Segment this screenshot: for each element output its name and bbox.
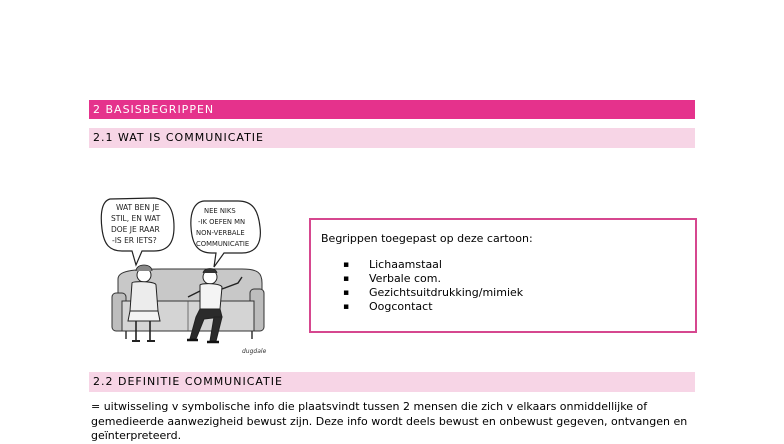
bullet-icon: ▪ (343, 302, 350, 312)
bubble-right-line-2: -IK OEFEN MN (198, 218, 246, 226)
speech-bubble-right (191, 201, 261, 267)
concepts-box (309, 218, 697, 333)
concept-label: Gezichtsuitdrukking/mimiek (369, 286, 524, 299)
bubble-right-line-3: NON-VERBALE (196, 229, 245, 237)
subsection-heading-wat-is-communicatie: 2.1 WAT IS COMMUNICATIE (89, 128, 695, 148)
list-item (343, 286, 523, 300)
list-item (343, 300, 523, 314)
concept-label: Verbale com. (369, 272, 441, 285)
bubble-left-line-3: DOE JE RAAR (111, 225, 160, 234)
cartoon-signature: dugdale (242, 348, 267, 355)
concept-label: Oogcontact (369, 300, 433, 313)
section-heading-basisbegrippen: 2 BASISBEGRIPPEN (89, 100, 695, 119)
bubble-left-line-2: STIL, EN WAT (111, 214, 161, 223)
list-item (343, 272, 523, 286)
list-item (343, 258, 523, 272)
speech-bubble-left (101, 198, 174, 265)
definition-paragraph: = uitwisseling v symbolische info die plaatsvindt tussen 2 mensen die zich v elkaars onmiddellijke of gemedieerde aanwezigheid bewust zijn. Deze info wordt deels bewust en onbewust gegeven, ontvangen en geïnterpreteerd. (91, 400, 688, 442)
communication-cartoon (92, 193, 292, 363)
bubble-left-line-1: WAT BEN JE (116, 203, 160, 212)
concepts-box-title: Begrippen toegepast op deze cartoon: (321, 232, 533, 245)
subsection-heading-definitie-communicatie: 2.2 DEFINITIE COMMUNICATIE (89, 372, 695, 392)
bullet-icon: ▪ (343, 288, 350, 298)
concepts-list (343, 258, 523, 314)
bullet-icon: ▪ (343, 274, 350, 284)
bubble-right-line-1: NEE NIKS (204, 207, 236, 215)
bullet-icon: ▪ (343, 260, 350, 270)
bubble-left-line-4: -IS ER IETS? (112, 236, 157, 245)
concept-label: Lichaamstaal (369, 258, 442, 271)
bubble-right-line-4: COMMUNICATIE (196, 240, 250, 248)
